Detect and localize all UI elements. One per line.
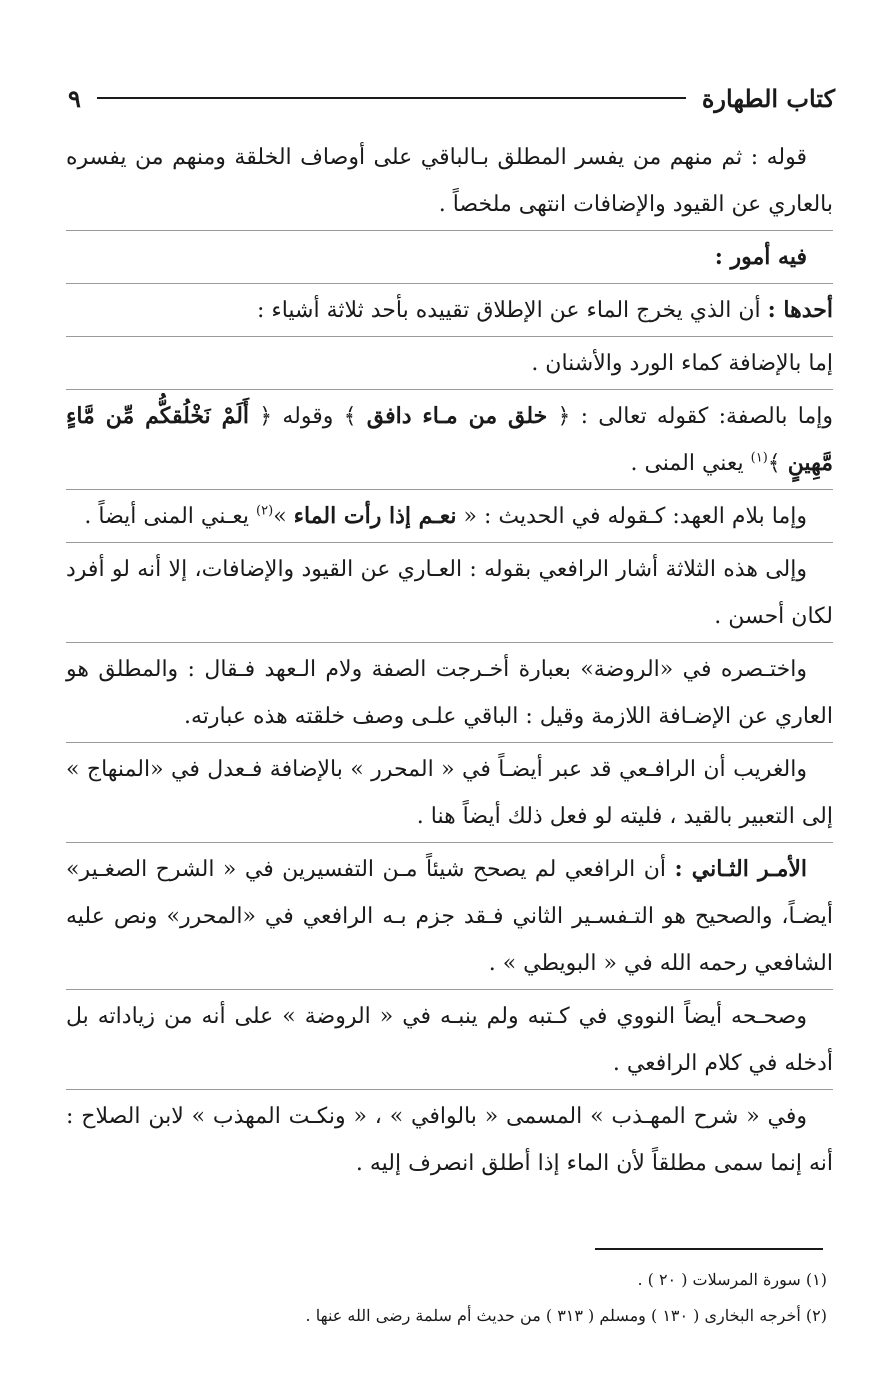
paragraph-second-matter <box>66 846 833 987</box>
quran-quote: خلق من مـاء دافق <box>366 403 548 429</box>
paragraph-text: وإلى هذه الثلاثة أشار الرافعي بقوله : العـاري عن القيود والإضافات، إلا أنه لو أفرد لكان أحسن . <box>66 557 833 629</box>
separator-line <box>66 1089 833 1090</box>
footnote-2: (٢) أخرجه البخارى ( ١٣٠ ) ومسلم ( ٣١٣ ) من حديث أم سلمة رضى الله عنها . <box>305 1306 827 1325</box>
paragraph-rawda-summary <box>66 646 833 740</box>
page-number: ٩ <box>68 83 81 113</box>
paragraph-text: أن الذي يخرج الماء عن الإطلاق تقييده بأحد ثلاثة أشياء : <box>256 298 761 323</box>
quran-quote: أَلَمْ نَخْلُقكُّم مِّن مَّاءٍ مَّهِينٍ <box>66 403 833 476</box>
separator-line <box>66 230 833 231</box>
separator-line <box>66 336 833 337</box>
paragraph-addition <box>66 340 833 387</box>
paragraph-strange-note <box>66 746 833 840</box>
chapter-title: كتاب الطهارة <box>701 83 835 113</box>
footnote-marker: (١) <box>750 450 768 466</box>
footnote-1: (١) سورة المرسلات ( ٢٠ ) . <box>637 1270 827 1289</box>
paragraph-text: وصحـحه أيضاً النووي في كـتبه ولم ينبـه في « الروضة » على أنه من زياداته بل أدخله في كلام الرافعي . <box>66 1004 833 1076</box>
footnote-marker: (٢) <box>256 503 274 519</box>
paragraph-text: يعـني المنى أيضاً . <box>84 504 257 529</box>
paragraph-text: يعني المنى . <box>630 451 751 476</box>
paragraph-matters-heading <box>66 234 833 281</box>
footnote-separator <box>595 1248 823 1250</box>
paragraph-muhadhdhab <box>66 1093 833 1187</box>
main-text <box>66 134 833 1189</box>
paragraph-text: » <box>273 504 294 529</box>
separator-line <box>66 389 833 390</box>
paragraph-text: والغريب أن الرافـعي قد عبر أيضـاً في « المحرر » بالإضافة فـعدل في «المنهاج » إلى التعبير بالقيد ، فليته لو فعل ذلك أيضاً هنا . <box>66 757 833 829</box>
paragraph-text: ﴾ وقوله ﴿ <box>249 404 367 429</box>
separator-line <box>66 542 833 543</box>
paragraph-text: وفي « شرح المهـذب » المسمى « بالوافي » ، « ونكـت المهذب » لابن الصلاح : أنه إنما سمى مطلقاً لأن الماء إذا أطلق انصرف إليه . <box>66 1104 833 1176</box>
paragraph-text: إما بالإضافة كماء الورد والأشنان . <box>531 351 833 376</box>
hadith-quote: نعـم إذا رأت الماء <box>293 503 457 529</box>
paragraph-attribute <box>66 393 833 487</box>
paragraph-text: أن الرافعي لم يصحح شيئاً مـن التفسيرين في « الشرح الصغـير» أيضـاً، والصحيح هو التـفسـير الثاني فـقد جزم بـه الرافعي في «المحرر» ونص عليه الشافعي رحمه الله في « البويطي » . <box>66 857 833 976</box>
paragraph-text: ﴾ <box>767 451 788 476</box>
paragraph-definite-article <box>66 493 833 540</box>
paragraph-text: وإما بالصفة: كقوله تعالى : ﴿ <box>547 404 834 429</box>
footnotes <box>66 1262 827 1334</box>
paragraph-rafii-reference <box>66 546 833 640</box>
separator-line <box>66 642 833 643</box>
paragraph-text: واختـصره في «الروضة» بعبارة أخـرجت الصفة ولام الـعهد فـقال : والمطلق هو العاري عن الإضـافة اللازمة وقيل : الباقي علـى وصف خلقته هذه عبارته. <box>66 657 833 729</box>
paragraph-text: وإما بلام العهد: كـقوله في الحديث : « <box>456 504 807 529</box>
paragraph-quoted-statement <box>66 134 833 228</box>
separator-line <box>66 283 833 284</box>
paragraph-text: قوله : ثم منهم من يفسر المطلق بـالباقي على أوصاف الخلقة ومنهم من يفسره بالعاري عن القيود والإضافات انتهى ملخصاً . <box>66 145 833 217</box>
separator-line <box>66 742 833 743</box>
header-rule <box>97 97 686 99</box>
separator-line <box>66 842 833 843</box>
separator-line <box>66 989 833 990</box>
paragraph-nawawi <box>66 993 833 1087</box>
lead-word: أحدها : <box>767 297 833 323</box>
lead-word: الأمـر الثـاني : <box>674 856 808 882</box>
running-header <box>62 80 835 116</box>
paragraph-first-matter <box>66 287 833 334</box>
section-heading: فيه أمور : <box>714 244 807 270</box>
separator-line <box>66 489 833 490</box>
